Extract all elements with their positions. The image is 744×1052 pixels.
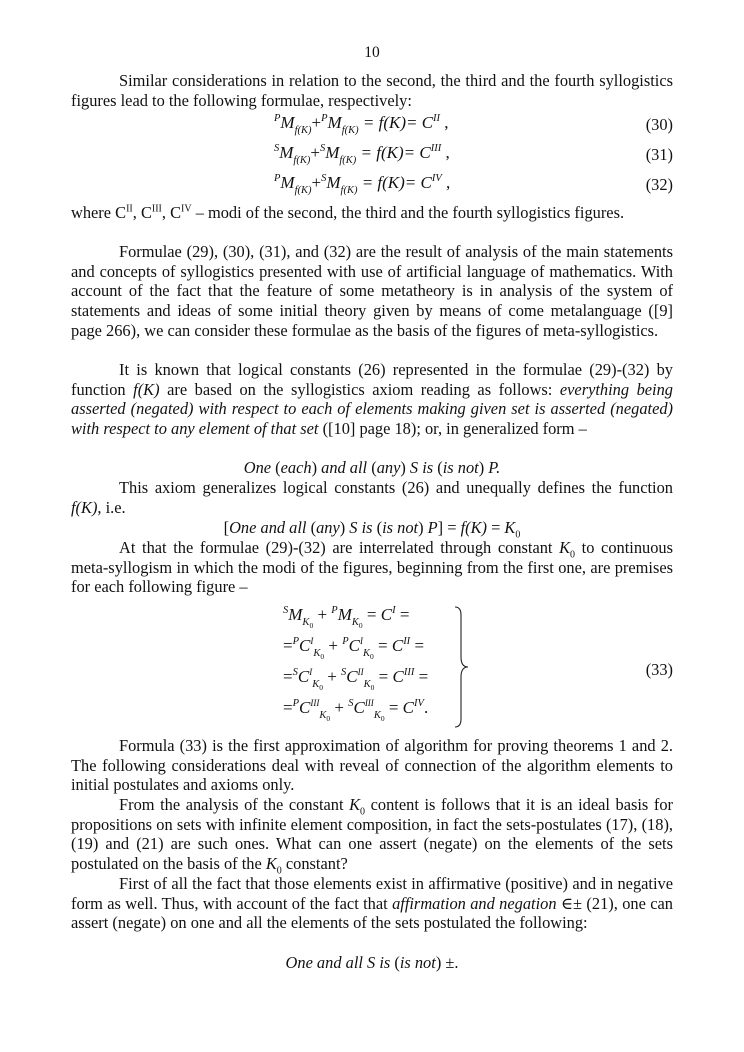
equation-30: $^PM_{f(K)}+^PM_{f(K)} = f(K)= C^{II}$ , (30) [274, 113, 673, 136]
system-line: $=^PC^{III}_{K_0} + ^SC^{III}_{K_0} = C^{IV}$. [283, 698, 429, 723]
equation-number: (31) [645, 145, 673, 164]
equation-system-33 [283, 605, 673, 730]
equation-number: (33) [645, 660, 673, 679]
paragraph-intro: Similar considerations in relation to the second, the third and the fourth syllogistics figures lead to the following formulae, respectively: [71, 71, 673, 110]
paragraph-affirmation: First of all the fact that those elements exist in affirmative (positive) and in negative form as well. Thus, with account of the fact that affirmation and negation ∈± (21), one can assert (negate) on one and all the elements of the sets postulated the following: [71, 874, 673, 933]
equation-32: $^PM_{f(K)}+^SM_{f(K)} = f(K)= C^{IV}$ , (32) [274, 173, 673, 196]
paragraph-axiom-generalizes: This axiom generalizes logical constants (26) and unequally defines the function f(K), i.e. [71, 478, 673, 517]
system-line: $=^PC^I_{K_0} + ^PC^I_{K_0} = C^{II}$ = [283, 636, 425, 661]
final-statement: One and all S is (is not) ±. [285, 953, 459, 972]
definition-fK: [One and all (any) S is (is not) $P] = f(K) = K_0$ [223, 518, 521, 541]
page-number: 10 [364, 44, 380, 61]
equation-number: (30) [645, 115, 673, 134]
paragraph-where: where $C^{II}$, $C^{III}$, $C^{IV}$ – modi of the second, the third and the fourth syllogistics figures. [71, 203, 625, 222]
paragraph-meta-syllogism: At that the formulae (29)-(32) are interrelated through constant $K_0$ to continuous meta-syllogism in which the modi of the figures, beginning from the first one, are premises for each following figure – [71, 538, 673, 597]
axiom-generalized-form: One (each) and all (any) S is (is not) P. [243, 458, 501, 477]
equation-number: (32) [645, 175, 673, 194]
paragraph-axiom: It is known that logical constants (26) represented in the formulae (29)-(32) by function f(K) are based on the syllogistics axiom reading as follows: everything being asserted (negated) with respect to each of elements making given set is asserted (negated) with respect to any element of that set ([10] page 18); or, in generalized form – [71, 360, 673, 439]
paragraph-k0-analysis: From the analysis of the constant $K_0$ content is follows that it is an ideal basis for propositions on sets with infinite element composition, in fact the sets-postulates (17), (18), (19) and (21) are such ones. What can one assert (negate) on the elements of the sets postulated on the basis of the $K_0$ constant? [71, 795, 673, 877]
system-line: $^SM_{K_0} + ^PM_{K_0} = C^I$ = [283, 605, 410, 630]
equation-31: $^SM_{f(K)}+^SM_{f(K)} = f(K)= C^{III}$ , (31) [274, 143, 673, 166]
right-brace-icon [453, 605, 473, 730]
paragraph-formulae-analysis: Formulae (29), (30), (31), and (32) are the result of analysis of the main statements and concepts of syllogistics presented with use of artificial language of mathematics. With account of the fact that the feature of some metatheory is in analysis of the system of statements and ideas of some initial theory given by means of come metalanguage ([9] page 266), we can consider these formulae as the basis of the figures of meta-syllogistics. [71, 242, 673, 340]
paragraph-formula-33: Formula (33) is the first approximation of algorithm for proving theorems 1 and 2. The following considerations deal with reveal of connection of the algorithm elements to initial postulates and axioms only. [71, 736, 673, 795]
system-line: $=^SC^I_{K_0} + ^SC^{II}_{K_0} = C^{III}$ = [283, 667, 429, 692]
